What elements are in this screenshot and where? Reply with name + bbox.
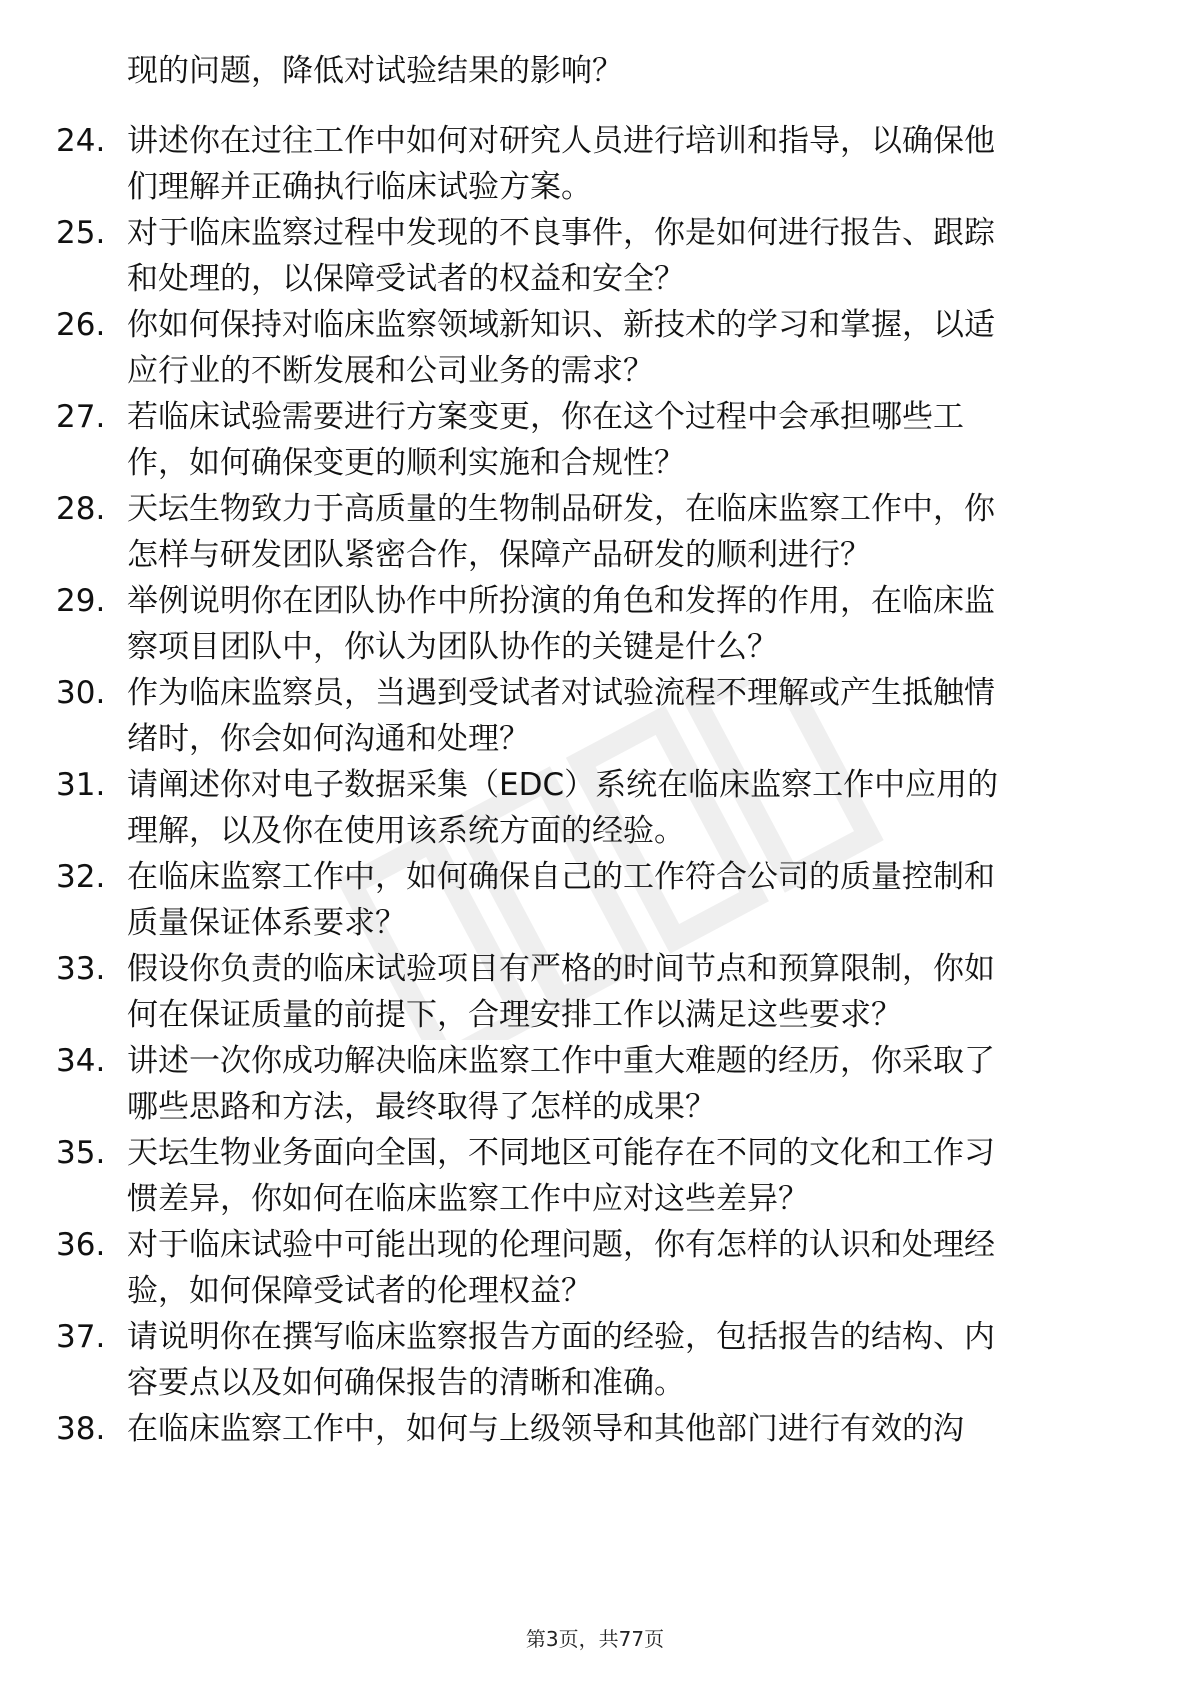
question-line: 在临床监察工作中，如何与上级领导和其他部门进行有效的沟 [127, 1411, 964, 1447]
question-line: 在临床监察工作中，如何确保自己的工作符合公司的质量控制和 [127, 859, 995, 895]
question-number: 24. [56, 123, 106, 159]
question-line: 若临床试验需要进行方案变更，你在这个过程中会承担哪些工 [127, 399, 964, 435]
question-text [127, 302, 1127, 394]
question-line: 作为临床监察员，当遇到受试者对试验流程不理解或产生抵触情 [127, 675, 995, 711]
question-line: 容要点以及如何确保报告的清晰和准确。 [127, 1365, 685, 1401]
question-number: 38. [56, 1411, 106, 1447]
question-number: 37. [56, 1319, 106, 1355]
question-number: 36. [56, 1227, 106, 1263]
question-item [0, 762, 1190, 854]
question-text [127, 1314, 1127, 1406]
question-item [0, 578, 1190, 670]
question-item [0, 1038, 1190, 1130]
continuation-line: 现的问题，降低对试验结果的影响？ [127, 53, 623, 89]
question-number: 30. [56, 675, 106, 711]
question-text [127, 946, 1127, 1038]
question-line: 对于临床试验中可能出现的伦理问题，你有怎样的认识和处理经 [127, 1227, 995, 1263]
question-item [0, 1130, 1190, 1222]
question-line: 惯差异，你如何在临床监察工作中应对这些差异？ [127, 1181, 809, 1217]
question-text [127, 210, 1127, 302]
question-number: 25. [56, 215, 106, 251]
question-number: 31. [56, 767, 106, 803]
question-number: 32. [56, 859, 106, 895]
question-item [0, 854, 1190, 946]
question-line: 天坛生物业务面向全国，不同地区可能存在不同的文化和工作习 [127, 1135, 995, 1171]
question-text [127, 762, 1127, 854]
question-item [0, 486, 1190, 578]
question-item [0, 1406, 1190, 1498]
question-line: 讲述一次你成功解决临床监察工作中重大难题的经历，你采取了 [127, 1043, 995, 1079]
question-item [0, 210, 1190, 302]
question-line: 作，如何确保变更的顺利实施和合规性？ [127, 445, 685, 481]
question-line: 讲述你在过往工作中如何对研究人员进行培训和指导，以确保他 [127, 123, 995, 159]
question-line: 举例说明你在团队协作中所扮演的角色和发挥的作用，在临床监 [127, 583, 995, 619]
question-line: 对于临床监察过程中发现的不良事件，你是如何进行报告、跟踪 [127, 215, 995, 251]
question-line: 们理解并正确执行临床试验方案。 [127, 169, 592, 205]
question-number: 34. [56, 1043, 106, 1079]
question-text [127, 394, 1127, 486]
question-line: 和处理的，以保障受试者的权益和安全？ [127, 261, 685, 297]
question-number: 29. [56, 583, 106, 619]
question-line: 请阐述你对电子数据采集（EDC）系统在临床监察工作中应用的 [127, 767, 999, 803]
question-line: 应行业的不断发展和公司业务的需求？ [127, 353, 654, 389]
question-text [127, 1406, 1127, 1452]
question-number: 27. [56, 399, 106, 435]
question-text [127, 578, 1127, 670]
question-list [0, 118, 1190, 1498]
question-line: 何在保证质量的前提下，合理安排工作以满足这些要求？ [127, 997, 902, 1033]
question-text [127, 1038, 1127, 1130]
question-line: 哪些思路和方法，最终取得了怎样的成果？ [127, 1089, 716, 1125]
page-number-footer: 第3页，共77页 [525, 1627, 665, 1651]
question-line: 你如何保持对临床监察领域新知识、新技术的学习和掌握，以适 [127, 307, 995, 343]
question-number: 33. [56, 951, 106, 987]
question-line: 怎样与研发团队紧密合作，保障产品研发的顺利进行？ [127, 537, 871, 573]
question-item [0, 302, 1190, 394]
question-item [0, 1222, 1190, 1314]
question-line: 理解，以及你在使用该系统方面的经验。 [127, 813, 685, 849]
question-text [127, 118, 1127, 210]
question-text [127, 670, 1127, 762]
question-number: 26. [56, 307, 106, 343]
question-number: 35. [56, 1135, 106, 1171]
question-text [127, 1130, 1127, 1222]
question-text [127, 1222, 1127, 1314]
question-text [127, 486, 1127, 578]
question-line: 察项目团队中，你认为团队协作的关键是什么？ [127, 629, 778, 665]
question-number: 28. [56, 491, 106, 527]
question-item [0, 118, 1190, 210]
question-line: 验，如何保障受试者的伦理权益？ [127, 1273, 592, 1309]
question-text [127, 854, 1127, 946]
question-item [0, 394, 1190, 486]
question-line: 质量保证体系要求？ [127, 905, 406, 941]
question-line: 绪时，你会如何沟通和处理？ [127, 721, 530, 757]
question-item [0, 946, 1190, 1038]
question-line: 请说明你在撰写临床监察报告方面的经验，包括报告的结构、内 [127, 1319, 995, 1355]
question-item [0, 1314, 1190, 1406]
question-line: 假设你负责的临床试验项目有严格的时间节点和预算限制，你如 [127, 951, 995, 987]
question-line: 天坛生物致力于高质量的生物制品研发，在临床监察工作中，你 [127, 491, 995, 527]
question-item [0, 670, 1190, 762]
